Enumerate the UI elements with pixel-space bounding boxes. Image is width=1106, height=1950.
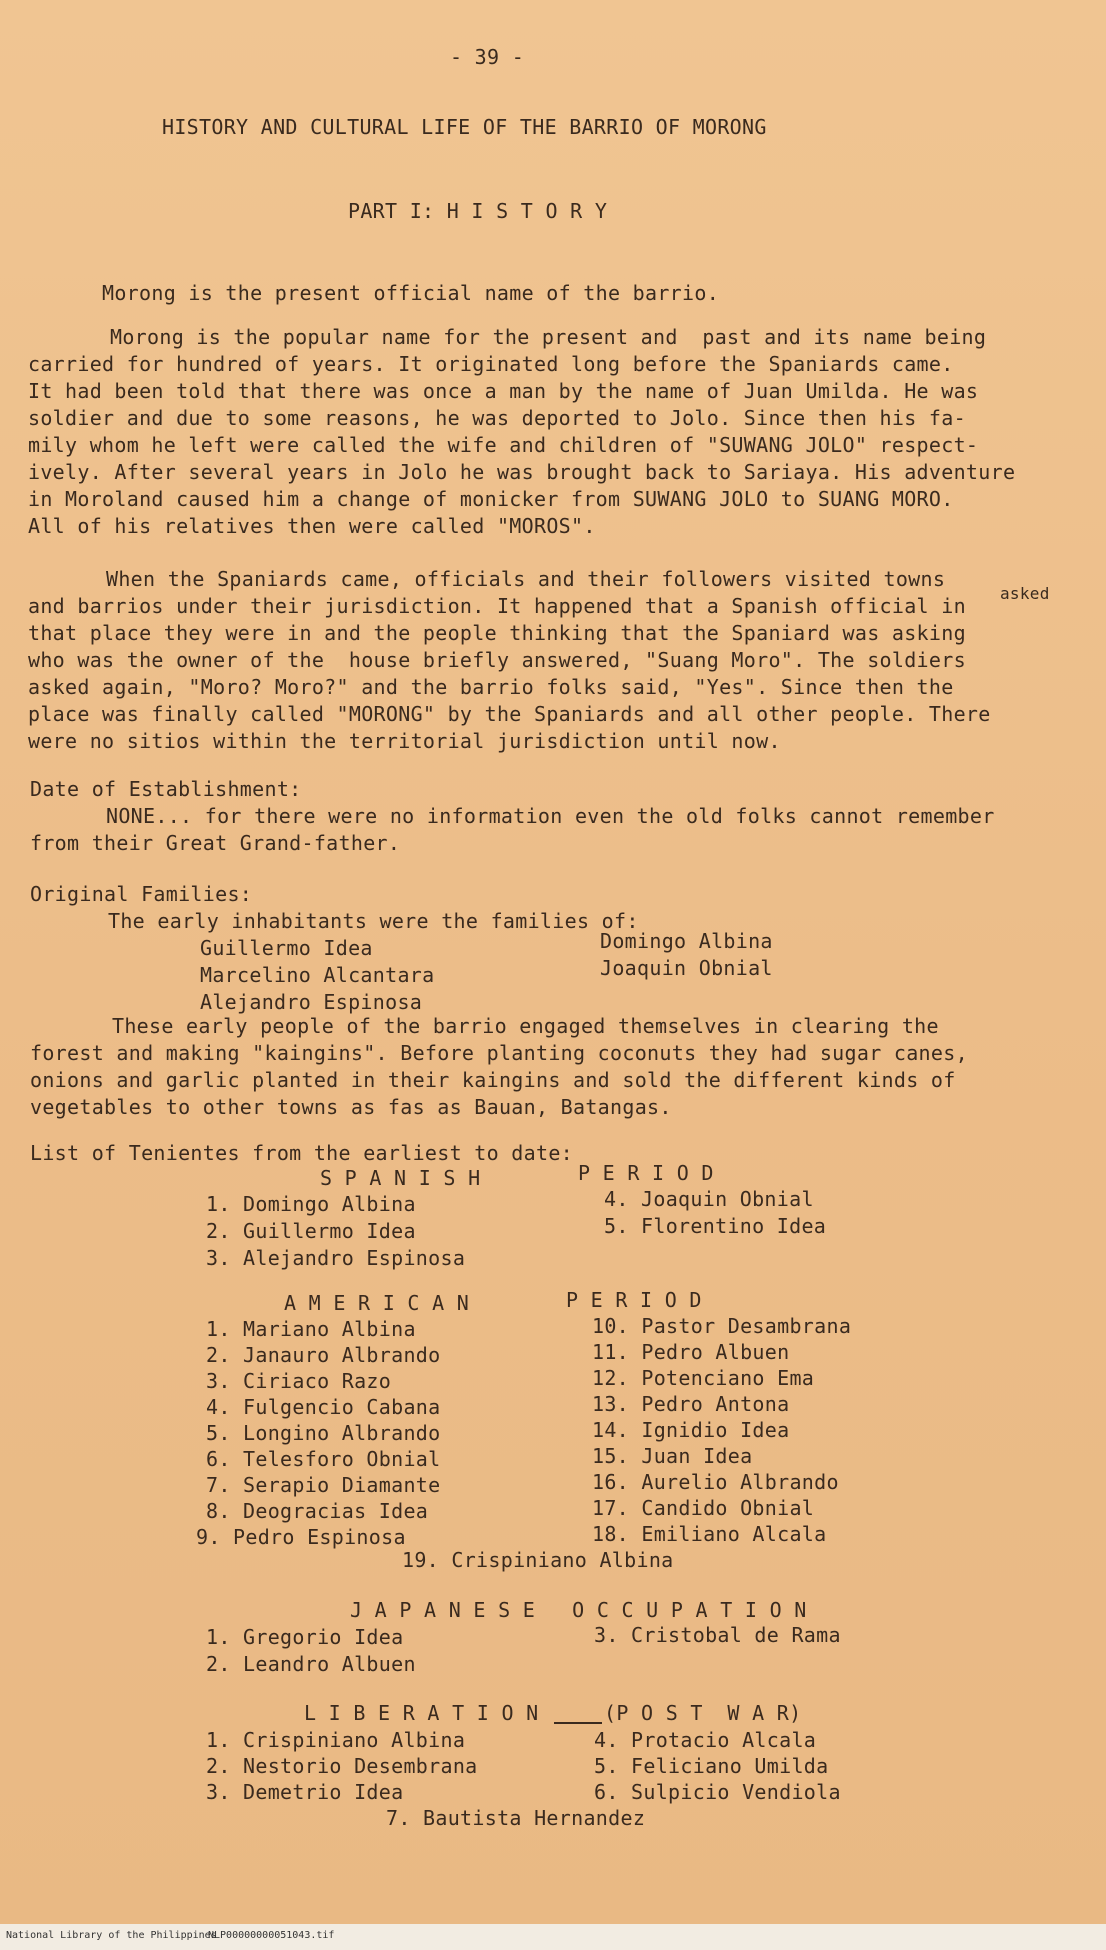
teniente-liberation: 5. Feliciano Umilda: [594, 1754, 829, 1778]
teniente-american: 16. Aurelio Albrando: [592, 1470, 839, 1494]
family-name: Marcelino Alcantara: [200, 963, 435, 987]
tenientes-label: List of Tenientes from the earliest to date:: [30, 1141, 574, 1165]
teniente-american: 9. Pedro Espinosa: [196, 1525, 406, 1549]
family-name: Joaquin Obnial: [600, 956, 773, 980]
teniente-american: 17. Candido Obnial: [592, 1496, 815, 1520]
document-title: HISTORY AND CULTURAL LIFE OF THE BARRIO OF MORONG: [162, 115, 767, 139]
liberation-heading: L I B E R A T I O N: [304, 1701, 539, 1725]
handwritten-insert: asked: [1000, 584, 1050, 603]
american-period-heading: P E R I O D: [566, 1288, 702, 1312]
teniente-american: 10. Pastor Desambrana: [592, 1314, 852, 1338]
teniente-liberation: 4. Protacio Alcala: [594, 1728, 817, 1752]
paragraph1-line: Morong is the popular name for the present and past and its name being: [110, 325, 987, 349]
teniente-liberation: 3. Demetrio Idea: [206, 1780, 404, 1804]
teniente-american: 5. Longino Albrando: [206, 1421, 441, 1445]
date-label: Date of Establishment:: [30, 777, 302, 801]
teniente-american: 6. Telesforo Obnial: [206, 1447, 441, 1471]
paragraph2-line: were no sitios within the territorial jurisdiction until now.: [28, 729, 781, 753]
library-credit: National Library of the Philippines: [6, 1930, 217, 1941]
teniente-spanish: 2. Guillermo Idea: [206, 1219, 416, 1243]
families-intro: The early inhabitants were the families of:: [108, 909, 639, 933]
family-name: Alejandro Espinosa: [200, 990, 423, 1014]
part-heading: PART I: H I S T O R Y: [348, 199, 608, 223]
american-heading: A M E R I C A N: [284, 1291, 470, 1315]
teniente-american: 2. Janauro Albrando: [206, 1343, 441, 1367]
paragraph1-line: in Moroland caused him a change of monicker from SUWANG JOLO to SUANG MORO.: [28, 487, 954, 511]
teniente-american: 14. Ignidio Idea: [592, 1418, 790, 1442]
teniente-japanese: 1. Gregorio Idea: [206, 1625, 404, 1649]
paragraph3-line: onions and garlic planted in their kaingins and sold the different kinds of: [30, 1068, 956, 1092]
paragraph2-line: who was the owner of the house briefly answered, "Suang Moro". The soldiers: [28, 648, 966, 672]
paragraph2-line: that place they were in and the people thinking that the Spaniard was asking: [28, 621, 966, 645]
teniente-spanish: 5. Florentino Idea: [604, 1214, 827, 1238]
japanese-heading: J A P A N E S E O C C U P A T I O N: [350, 1598, 807, 1622]
paragraph2-line: and barrios under their jurisdiction. It happened that a Spanish official in: [28, 594, 966, 618]
underline-blank: [554, 1704, 602, 1724]
page-number: - 39 -: [450, 45, 525, 69]
teniente-american: 12. Potenciano Ema: [592, 1366, 815, 1390]
teniente-american: 19. Crispiniano Albina: [402, 1548, 674, 1572]
family-name: Domingo Albina: [600, 929, 773, 953]
paragraph1-line: All of his relatives then were called "MOROS".: [28, 514, 596, 538]
teniente-american: 4. Fulgencio Cabana: [206, 1395, 441, 1419]
teniente-spanish: 1. Domingo Albina: [206, 1192, 416, 1216]
teniente-spanish: 3. Alejandro Espinosa: [206, 1246, 466, 1270]
teniente-american: 15. Juan Idea: [592, 1444, 753, 1468]
spanish-heading: S P A N I S H: [320, 1166, 481, 1190]
date-text-line: NONE... for there were no information even the old folks cannot remember: [106, 804, 995, 828]
paragraph2-line: asked again, "Moro? Moro?" and the barrio folks said, "Yes". Since then the: [28, 675, 954, 699]
file-name: NLP00000000051043.tif: [208, 1930, 335, 1941]
teniente-american: 13. Pedro Antona: [592, 1392, 790, 1416]
paragraph1-line: It had been told that there was once a man by the name of Juan Umilda. He was: [28, 379, 979, 403]
scan-footer: [0, 1924, 1106, 1950]
paragraph3-line: forest and making "kaingins". Before planting coconuts they had sugar canes,: [30, 1041, 968, 1065]
teniente-liberation: 2. Nestorio Desembrana: [206, 1754, 478, 1778]
teniente-american: 18. Emiliano Alcala: [592, 1522, 827, 1546]
intro-line: Morong is the present official name of the barrio.: [102, 281, 720, 305]
postwar-heading: (P O S T W A R): [604, 1701, 802, 1725]
teniente-japanese: 3. Cristobal de Rama: [594, 1623, 841, 1647]
families-label: Original Families:: [30, 882, 253, 906]
teniente-american: 3. Ciriaco Razo: [206, 1369, 392, 1393]
teniente-liberation: 1. Crispiniano Albina: [206, 1728, 466, 1752]
teniente-liberation: 6. Sulpicio Vendiola: [594, 1780, 841, 1804]
family-name: Guillermo Idea: [200, 936, 373, 960]
teniente-american: 1. Mariano Albina: [206, 1317, 416, 1341]
teniente-spanish: 4. Joaquin Obnial: [604, 1187, 814, 1211]
teniente-liberation: 7. Bautista Hernandez: [386, 1806, 646, 1830]
teniente-american: 7. Serapio Diamante: [206, 1473, 441, 1497]
paragraph1-line: soldier and due to some reasons, he was deported to Jolo. Since then his fa-: [28, 406, 966, 430]
paragraph2-line: place was finally called "MORONG" by the Spaniards and all other people. There: [28, 702, 991, 726]
teniente-american: 8. Deogracias Idea: [206, 1499, 429, 1523]
teniente-american: 11. Pedro Albuen: [592, 1340, 790, 1364]
spanish-period-heading: P E R I O D: [578, 1161, 714, 1185]
paragraph1-line: carried for hundred of years. It originated long before the Spaniards came.: [28, 352, 954, 376]
paragraph3-line: vegetables to other towns as fas as Bauan, Batangas.: [30, 1095, 672, 1119]
paragraph1-line: mily whom he left were called the wife and children of "SUWANG JOLO" respect-: [28, 433, 979, 457]
paragraph3-line: These early people of the barrio engaged themselves in clearing the: [112, 1014, 939, 1038]
date-text-line: from their Great Grand-father.: [30, 831, 401, 855]
teniente-japanese: 2. Leandro Albuen: [206, 1652, 416, 1676]
paragraph1-line: ively. After several years in Jolo he was brought back to Sariaya. His adventure: [28, 460, 1016, 484]
paragraph2-line: When the Spaniards came, officials and their followers visited towns: [106, 567, 946, 591]
